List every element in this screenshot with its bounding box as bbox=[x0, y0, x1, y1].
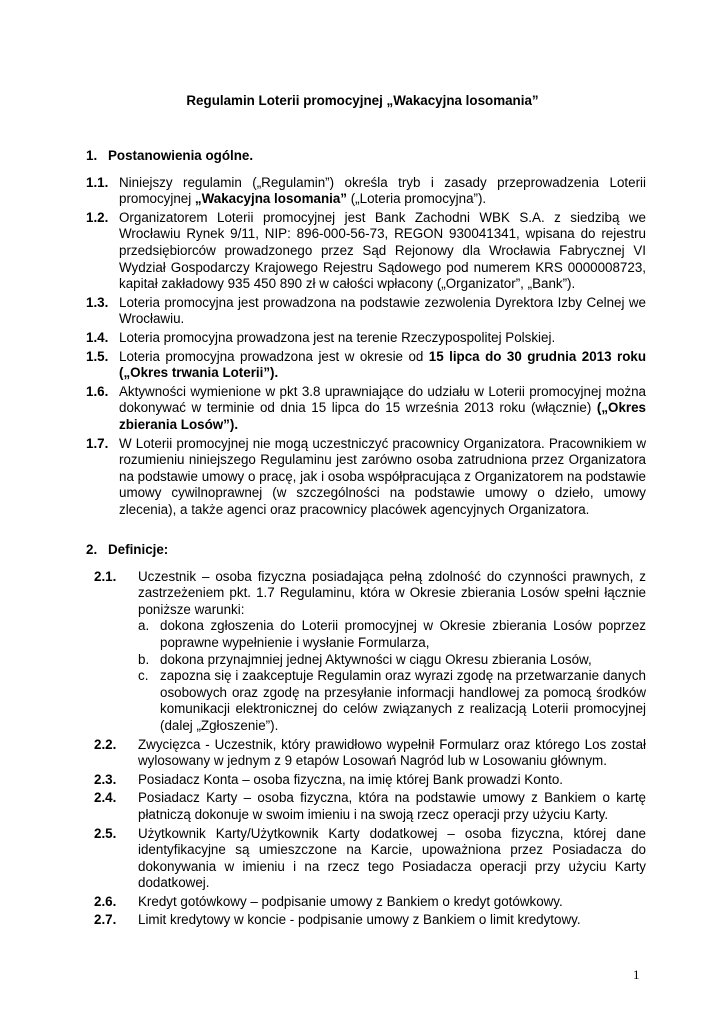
section-number: 2. bbox=[86, 542, 98, 557]
clause-1-6 bbox=[86, 384, 646, 434]
sub-item-letter: c. bbox=[138, 668, 149, 684]
sub-item-letter: a. bbox=[138, 618, 150, 634]
clause-text: Zwycięzca - Uczestnik, który prawidłowo wypełnił Formularz oraz którego Los został wylosowany w jednym z 9 etapów Losowań Nagród lub w Losowaniu głównym. bbox=[138, 736, 646, 769]
sub-item-text: dokona przynajmniej jednej Aktywności w ciągu Okresu zbierania Losów, bbox=[160, 651, 592, 667]
sub-item-a bbox=[138, 618, 646, 651]
clause-1-7 bbox=[86, 436, 646, 519]
definition-2-7 bbox=[86, 912, 646, 929]
clause-number: 2.3. bbox=[94, 771, 117, 787]
clause-number: 1.5. bbox=[86, 348, 109, 364]
page-number: 1 bbox=[633, 967, 640, 982]
definition-2-4 bbox=[86, 790, 646, 823]
clause-text: Loteria promocyjna jest prowadzona na podstawie zezwolenia Dyrektora Izby Celnej we Wrocławiu. bbox=[119, 294, 646, 327]
clause-number: 2.1. bbox=[94, 568, 117, 584]
section-number: 1. bbox=[86, 148, 98, 163]
clause-text: W Loterii promocyjnej nie mogą uczestniczyć pracownicy Organizatora. Pracownikiem w rozumieniu niniejszego Regulaminu jest zarówno osoba zatrudniona przez Organizatora na podstawie umowy o pracę, jak i osoba współpracująca z Organizatorem na podstawie umowy cywilnoprawnej (w szczególności na podstawie umowy o dzieło, umowy zlecenia), a także agenci oraz pracownicy placówek agencyjnych Organizatora. bbox=[119, 435, 646, 517]
clause-text: Użytkownik Karty/Użytkownik Karty dodatkowej – osoba fizyczna, której dane identyfikacyjne są umieszczone na Karcie, upoważniona przez Posiadacza do dokonywania w imieniu i na rzecz tego Posiadacza operacji przy użyciu Karty dodatkowej. bbox=[138, 825, 646, 891]
clause-number: 2.4. bbox=[94, 790, 117, 806]
clause-1-4 bbox=[86, 330, 646, 347]
clause-number: 1.4. bbox=[86, 329, 109, 345]
clause-text: Organizatorem Loterii promocyjnej jest Bank Zachodni WBK S.A. z siedzibą we Wrocławiu Rynek 9/11, NIP: 896-000-56-73, REGON 930041341, wpisana do rejestru przedsiębiorców prowadzonego przez Sąd Rejonowy dla Wrocławia Fabrycznej VI Wydział Gospodarczy Krajowego Rejestru Sądowego pod numerem KRS 0000008723, kapitał zakładowy 935 450 890 zł w całości wpłacony („Organizator”, „Bank”). bbox=[119, 209, 646, 292]
section-title: Postanowienia ogólne. bbox=[108, 148, 254, 163]
clause-text-part: Niniejszy regulamin („Regulamin”) określa tryb i zasady przeprowadzenia Loterii promocyjnej bbox=[119, 174, 646, 207]
clause-text-bold: („Okres zbierania Losów”). bbox=[119, 400, 646, 432]
clause-text-bold: „Wakacyjna losomania” bbox=[194, 191, 347, 207]
clause-1-3 bbox=[86, 295, 646, 328]
clause-1-5 bbox=[86, 349, 646, 382]
document-title: Regulamin Loterii promocyjnej „Wakacyjna losomania” bbox=[186, 93, 539, 108]
sub-item-text: dokona zgłoszenia do Loterii promocyjnej w Okresie zbierania Losów poprzez poprawne wypełnienie i wysłanie Formularza, bbox=[160, 618, 646, 650]
sub-item-c bbox=[138, 668, 646, 734]
sub-item-letter: b. bbox=[138, 651, 150, 667]
definition-2-6 bbox=[86, 894, 646, 911]
clause-number: 2.5. bbox=[94, 825, 117, 841]
definition-2-2 bbox=[86, 737, 646, 770]
clause-text-part: („Loteria promocyjna”). bbox=[347, 191, 487, 207]
section-title: Definicje: bbox=[108, 542, 169, 557]
clause-text bbox=[119, 384, 646, 434]
clause-1-1 bbox=[86, 175, 646, 208]
clause-text: Limit kredytowy w koncie - podpisanie umowy z Bankiem o limit kredytowy. bbox=[138, 912, 581, 928]
clause-text-bold: 15 lipca do 30 grudnia 2013 roku („Okres trwania Loterii”). bbox=[119, 348, 646, 381]
definition-2-1 bbox=[86, 569, 646, 735]
clause-1-2 bbox=[86, 210, 646, 293]
clause-number: 2.7. bbox=[94, 912, 117, 928]
clause-text: Loteria promocyjna prowadzona jest na terenie Rzeczypospolitej Polskiej. bbox=[119, 329, 556, 345]
clause-number: 1.6. bbox=[86, 383, 109, 399]
definition-2-3 bbox=[86, 772, 646, 789]
clause-number: 2.2. bbox=[94, 736, 117, 752]
clause-number: 2.6. bbox=[94, 893, 117, 909]
clause-body bbox=[138, 569, 646, 735]
clause-text bbox=[119, 175, 646, 208]
clause-text: Uczestnik – osoba fizyczna posiadająca pełną zdolność do czynności prawnych, z zastrzeżeniem pkt. 1.7 Regulaminu, która w Okresie zbierania Losów spełni łącznie poniższe warunki: bbox=[138, 568, 646, 617]
clause-text-part: Loteria promocyjna prowadzona jest w okresie od bbox=[119, 348, 429, 364]
clause-number: 1.2. bbox=[86, 209, 109, 225]
clause-text: Posiadacz Karty – osoba fizyczna, która na podstawie umowy z Bankiem o kartę płatniczą dokonuje w swoim imieniu i na swoją rzecz operacji przy użyciu Karty. bbox=[138, 790, 646, 822]
clause-number: 1.3. bbox=[86, 294, 109, 310]
sub-item-text: zapozna się i zaakceptuje Regulamin oraz wyrazi zgodę na przetwarzanie danych osobowych oraz zgodę na przesyłanie informacji handlowej za pomocą środków komunikacji elektronicznej do celów związanych z realizacją Loterii promocyjnej (dalej „Zgłoszenie”). bbox=[160, 668, 646, 733]
clause-text bbox=[119, 349, 646, 382]
section-definitions bbox=[86, 542, 646, 931]
clause-text: Posiadacz Konta – osoba fizyczna, na imię której Bank prowadzi Konto. bbox=[138, 771, 564, 787]
clause-number: 1.7. bbox=[86, 435, 109, 451]
clause-text: Kredyt gotówkowy – podpisanie umowy z Bankiem o kredyt gotówkowy. bbox=[138, 893, 563, 909]
definition-2-5 bbox=[86, 826, 646, 892]
clause-text-part: Aktywności wymienione w pkt 3.8 uprawniające do udziału w Loterii promocyjnej można dokonywać w terminie od dnia 15 lipca do 15 września 2013 roku (włącznie) bbox=[119, 383, 646, 416]
section-heading bbox=[86, 148, 646, 165]
section-general-provisions bbox=[86, 148, 646, 520]
sub-item-b bbox=[138, 652, 646, 669]
section-heading bbox=[86, 542, 646, 559]
clause-number: 1.1. bbox=[86, 174, 109, 190]
